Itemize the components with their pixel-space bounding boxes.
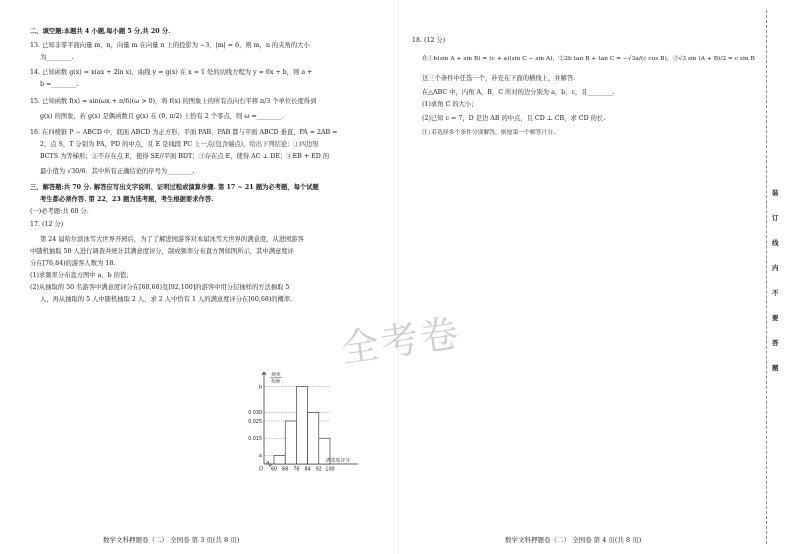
y-tick-label: 0.025 [248, 419, 262, 425]
y-axis-label-bottom: 组距 [271, 379, 281, 385]
binding-margin-char: 题 [772, 364, 779, 372]
histogram-bar [308, 412, 319, 464]
q18-note: 注:若选择多个条件分别解答，则按第一个解答计分. [422, 130, 557, 136]
x-tick-label: 76 [293, 467, 300, 473]
q16-line2: 2，点 S，T 分别为 PA，PD 的中点，且 E 是线段 PC 上一点(包含端点)，给出下列结论：①四边形 [40, 141, 319, 148]
x-axis-label: 满意度评分 [326, 458, 350, 464]
q17-header: 17. (12 分) [30, 221, 64, 228]
right-footer: 数学文科押题卷（二） 全国卷 第 4 页(共 8 页) [505, 536, 642, 544]
q18-header: 18. (12 分) [412, 37, 446, 44]
q17-p2: 中随机抽取 50 人进行调查并统计其满意度评分，制成频率分布直方图如图所示，其中满意度评 [30, 248, 294, 255]
x-tick-label: 84 [304, 467, 311, 473]
q18-line3: 在△ABC 中，内角 A，B，C 所对的边分别为 a，b，c，且________. [422, 89, 615, 96]
binding-margin-char: 装 [772, 189, 779, 197]
page-divider [398, 0, 399, 554]
q16-line4: 最小值为 √30/6．其中所有正确结论的序号为________. [40, 168, 195, 175]
binding-margin-char: 不 [772, 289, 779, 297]
section2-title: 二、填空题:本题共 4 小题,每小题 5 分,共 20 分. [30, 28, 171, 35]
section3-line2: 考生都必须作答. 第 22，23 题为选考题，考生根据要求作答. [40, 196, 214, 203]
q14-line1: 14. 已知函数 g(x) = x(ax + 2ln x)，曲线 y = g(x) 在 x = 1 处的切线方程为 y = 6x + b，则 a + [30, 69, 313, 76]
q18-line5: (2)已知 c = 7，D 是边 AB 的中点，且 CD ⊥ CB，求 CD 的长. [422, 115, 606, 122]
histogram-bar [274, 455, 285, 464]
q17-p3: 分在[76,84)的游客人数为 18. [30, 260, 116, 267]
section3-line1: 三、解答题:共 70 分. 解答应写出文字说明、证明过程或演算步骤. 第 17 ~ 21 题为必考题，每个试题 [30, 184, 319, 191]
q18-line1: 在①b(sin A + sin B) = (c + a)(sin C − sin A)，②2b tan B + tan C = −√3a/(c cos B)，③√3 sin (A + B)/2 = c sin B [422, 56, 755, 62]
x-tick-label: 92 [315, 467, 322, 473]
q18-line4: (1)求角 C 的大小； [422, 101, 478, 108]
q17-q1: (1)求频率分布直方图中 a，b 的值； [30, 272, 133, 279]
q13-line2: 为________. [40, 54, 74, 61]
histogram-bar [285, 421, 296, 464]
frequency-histogram [250, 368, 365, 478]
q13-line1: 13. 已知非零平面向量 m，n，向量 m 在向量 n 上的投影为 −3，|m| = 6，则 m，n 的夹角的大小 [30, 42, 310, 49]
origin-label: O [259, 466, 263, 473]
x-tick-label: 60 [270, 467, 278, 473]
watermark-text: 全考卷 [338, 310, 463, 372]
q16-line3: BCTS 为等梯形；②不存在点 E，使得 SE//平面 BDT；③存在点 E，使得 AC ⊥ DE；④EB + ED 的 [40, 153, 330, 160]
q17-q2b: 人，再从抽取的 5 人中随机抽取 2 人，求 2 人中恰有 1 人的满意度评分在[60,68)的概率. [40, 296, 293, 303]
x-tick-label: 100 [325, 467, 335, 473]
y-tick-label: b [258, 385, 262, 391]
y-tick-label: 0.015 [248, 437, 262, 442]
q18-line2: 这三个条件中任选一个，补充在下面的横线上，并解答. [422, 75, 576, 82]
binding-margin-char: 内 [772, 264, 779, 272]
binding-margin-char: 订 [772, 214, 779, 222]
histogram-bar [296, 387, 307, 464]
q15-line1: 15. 已知函数 f(x) = sin(ωx + π/6)(ω > 0)，将 f(x) 的图象上的所有点向右平移 π/3 个单位长度得到 [30, 98, 317, 105]
x-tick-label: 68 [282, 467, 289, 473]
q14-line2: b =________. [40, 81, 79, 88]
left-page [0, 0, 398, 554]
y-axis-label-top: 频率 [271, 373, 281, 378]
left-footer: 数学文科押题卷（二） 全国卷 第 3 页(共 8 页) [103, 536, 240, 544]
binding-margin-char: 线 [772, 239, 779, 247]
right-page [402, 0, 800, 554]
q15-line2: g(x) 的图象，若 g(x) 是偶函数且 g(x) 在 (0, π/2) 上恰有 2 个零点，则 ω =________. [40, 113, 284, 120]
section3-line3: (一)必考题:共 60 分. [30, 208, 89, 215]
y-tick-label: 0.030 [248, 411, 262, 417]
q17-p1: 第 24 届哈尔滨冰雪大世界开园后，为了了解进园游客对本届冰雪大世界的满意度，从进园游客 [40, 236, 304, 243]
q16-line1: 16. 在四棱锥 P − ABCD 中，底面 ABCD 为正方形，平面 PAB，PAB 都与平面 ABCD 垂直，PA = 2AB = [30, 129, 338, 136]
q17-q2a: (2)从抽取的 50 名游客中满意度评分在[60,68)及[92,100]的游客中用分层抽样的方法抽取 5 [30, 284, 290, 291]
binding-margin [756, 10, 798, 544]
y-tick-label: a [259, 454, 262, 460]
cut-line [766, 10, 767, 544]
binding-margin-char: 要 [772, 314, 779, 322]
binding-margin-char: 答 [772, 339, 779, 347]
